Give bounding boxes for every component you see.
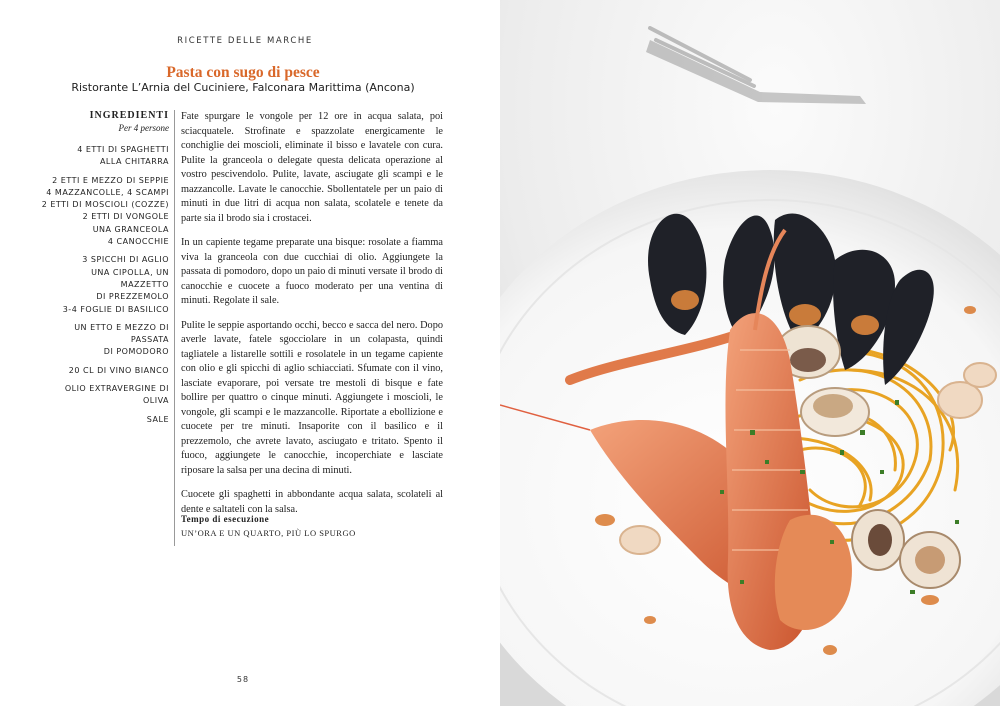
ingredient-line: DI PREZZEMOLO [96, 292, 169, 302]
time-label: Tempo di esecuzione [181, 514, 270, 524]
ingredient-line: UN ETTO E MEZZO DI PASSATA [74, 322, 169, 345]
ingredient-group [40, 383, 169, 408]
ingredient-line: 4 CANOCCHIE [107, 237, 169, 247]
restaurant-subtitle: Ristorante L’Arnia del Cuciniere, Falconara Marittima (Ancona) [71, 81, 415, 94]
ingredient-line: 20 CL DI VINO BIANCO [68, 365, 169, 375]
ingredient-line: 3 SPICCHI DI AGLIO [82, 255, 169, 265]
ingredients-serving: Per 4 persone [118, 123, 169, 133]
ingredients-column [40, 110, 169, 432]
running-head: RICETTE DELLE MARCHE [177, 36, 313, 46]
recipe-title: Pasta con sugo di pesce [166, 64, 320, 81]
ingredient-group [40, 175, 169, 249]
column-divider [174, 110, 175, 546]
ingredient-line: 4 ETTI DI SPAGHETTI [77, 145, 169, 154]
ingredient-group [40, 365, 169, 377]
ingredients-heading: INGREDIENTI [89, 110, 169, 121]
ingredient-group [40, 144, 169, 169]
ingredient-group [40, 254, 169, 315]
ingredient-line: 2 ETTI DI MOSCIOLI (COZZE) [41, 200, 169, 210]
ingredient-group [40, 322, 169, 359]
page-number: 58 [236, 675, 250, 684]
ingredient-line: ALLA CHITARRA [99, 157, 169, 167]
method-paragraph: In un capiente tegame preparate una bisque: rosolate a fiamma viva la granceola con due cucchiai di olio. Aggiungete la passata di pomodoro, dopo un paio di minuti versate il brodo di canocchie e cuocete a fuoco moderato per una ventina di minuti. Regolate il sale. [181, 237, 443, 306]
time-value: UN’ORA E UN QUARTO, PIÙ LO SPURGO [181, 528, 356, 538]
ingredient-line: OLIO EXTRAVERGINE DI OLIVA [64, 384, 169, 406]
method-paragraph: Fate spurgare le vongole per 12 ore in acqua salata, poi sciacquatele. Strofinate e spazzolate energicamente le conchiglie dei moscioli, eliminate il bisso e lavatele con cura. Pulite la granceola o delegate questa delicata operazione al vostro pescivendolo. Pulite, lavate, asciugate gli scampi e le mazzancolle. Lavate le canocchie. Sbollentatele per un paio di minuti in due litri di acqua non salata, scolatele e tenete da parte sia il brodo sia i crostacei. [181, 111, 443, 224]
ingredient-line: 4 MAZZANCOLLE, 4 SCAMPI [46, 187, 169, 197]
ingredient-line: UNA GRANCEOLA [92, 224, 169, 234]
ingredient-line: UNA CIPOLLA, UN MAZZETTO [91, 267, 169, 289]
method-paragraph: Cuocete gli spaghetti in abbondante acqua salata, scolateli al dente e saltateli con la salsa. [181, 489, 443, 515]
ingredient-line: DI POMODORO [103, 347, 169, 357]
ingredient-line: 3-4 FOGLIE DI BASILICO [62, 304, 169, 314]
method-text [181, 110, 443, 527]
method-paragraph: Pulite le seppie asportando occhi, becco e sacca del nero. Dopo averle lavate, fatele sgocciolare in un colapasta, quindi tagliatele a listarelle sottili e rosolatele in un tegame capiente con olio e gli spicchi di aglio schiacciati. Sfumate con il vino, lasciate evaporare, poi versate tre mestoli di bisque e fate bollire per quattro o cinque minuti. Aggiungete i moscioli, le vongole, gli scampi e le mazzancolle. Riportate a ebollizione e cuocete per tre minuti. Insaporite con il basilico e il prezzemolo, che avrete lavato, asciugato e tritato. Spento il fuoco, aggiungete le canocchie, incoperchiate e lasciate riposare la salsa per una decina di minuti. [181, 319, 443, 476]
photo-page [500, 0, 1000, 706]
seafood-pasta-photo [500, 0, 1000, 706]
ingredient-group [40, 414, 169, 426]
ingredient-line: 2 ETTI DI VONGOLE [82, 212, 169, 222]
ingredient-line: SALE [146, 414, 169, 424]
ingredient-line: 2 ETTI E MEZZO DI SEPPIE [52, 175, 169, 185]
